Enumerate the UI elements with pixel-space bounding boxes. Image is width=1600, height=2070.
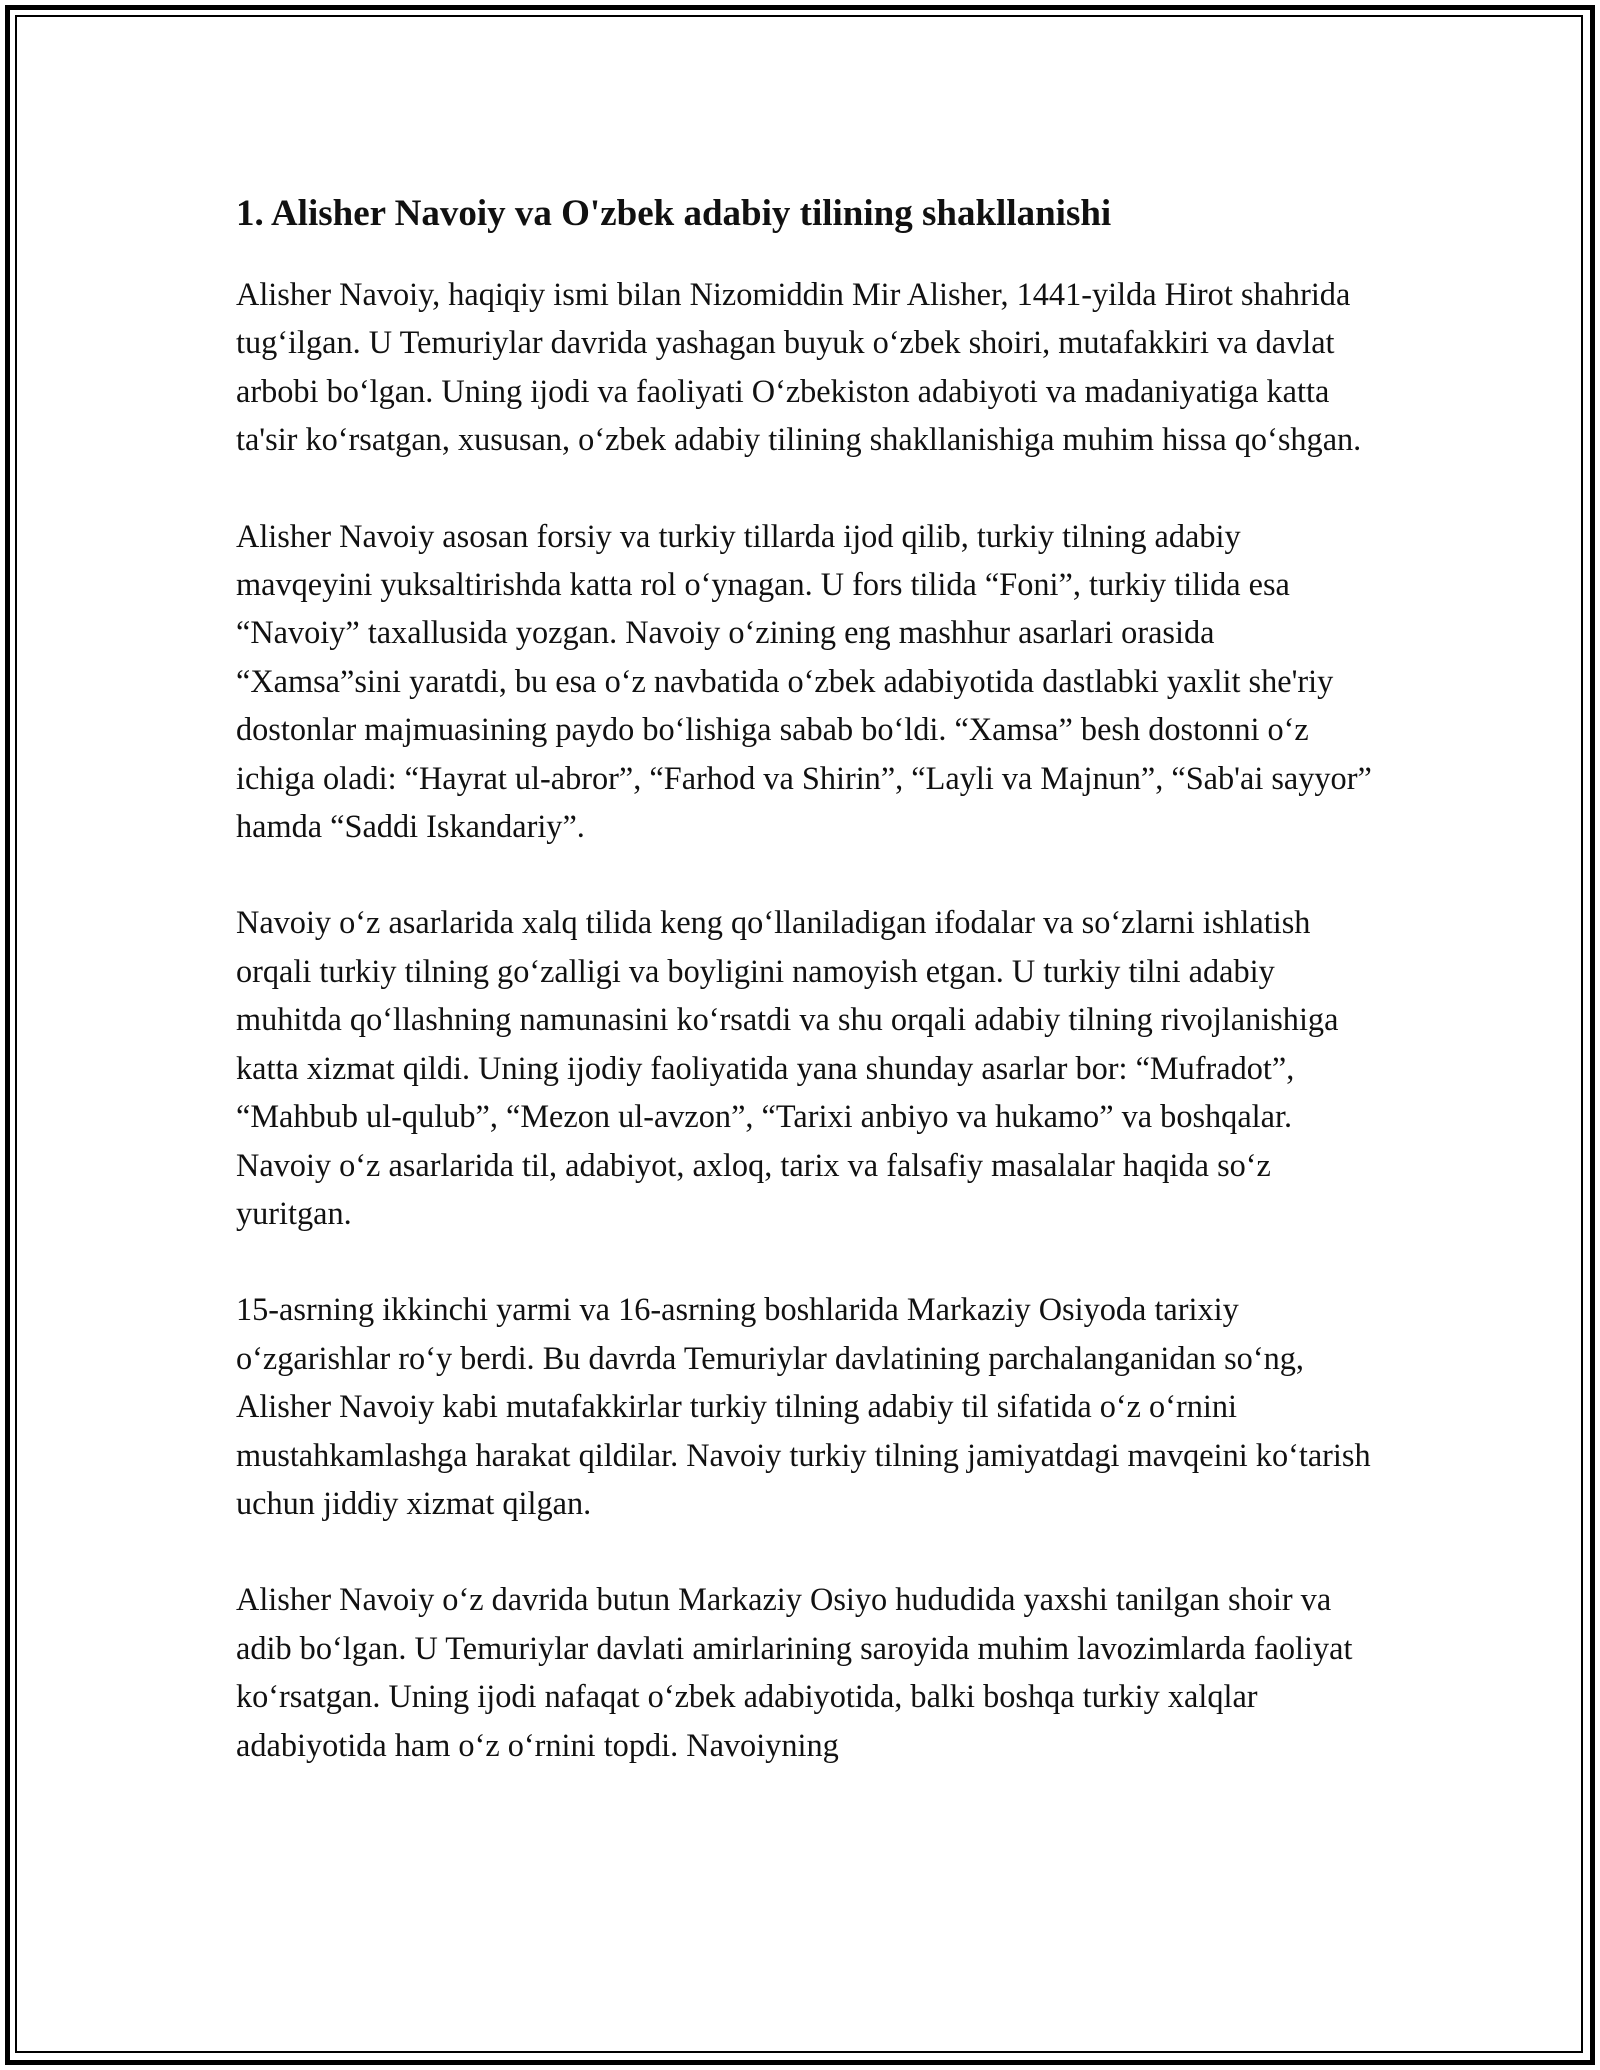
document-title: 1. Alisher Navoiy va O'zbek adabiy tilining shakllanishi: [236, 193, 1112, 234]
paragraph-1: Alisher Navoiy, haqiqiy ismi bilan Nizomiddin Mir Alisher, 1441-yilda Hirot shahrida tug‘ilgan. U Temuriylar davrida yashagan buyuk o‘zbek shoiri, mutafakkiri va davlat arbobi bo‘lgan. Uning ijodi va faoliyati O‘zbekiston adabiyoti va madaniyatiga katta ta'sir ko‘rsatgan, xususan, o‘zbek adabiy tilining shakllanishiga muhim hissa qo‘shgan.: [236, 276, 1362, 458]
paragraph-4: 15-asrning ikkinchi yarmi va 16-asrning boshlarida Markaziy Osiyoda tarixiy o‘zgarishlar ro‘y berdi. Bu davrda Temuriylar davlatining parchalanganidan so‘ng, Alisher Navoiy kabi mutafakkirlar turkiy tilning adabiy til sifatida o‘z o‘rnini mustahkamlashga harakat qildilar. Navoiy turkiy tilning jamiyatdagi mavqeini ko‘tarish uchun jiddiy xizmat qilgan.: [236, 1291, 1371, 1521]
paragraph-3: Navoiy o‘z asarlarida xalq tilida keng qo‘llaniladigan ifodalar va so‘zlarni ishlatish orqali turkiy tilning go‘zalligi va boyligini namoyish etgan. U turkiy tilni adabiy muhitda qo‘llashning namunasini ko‘rsatdi va shu orqali adabiy tilning rivojlanishiga katta xizmat qildi. Uning ijodiy faoliyatida yana shunday asarlar bor: “Mufradot”, “Mahbub ul-qulub”, “Mezon ul-avzon”, “Tarixi anbiyo va hukamo” va boshqalar. Navoiy o‘z asarlarida til, adabiyot, axloq, tarix va falsafiy masalalar haqida so‘z yuritgan.: [236, 904, 1339, 1231]
paragraph-5: Alisher Navoiy o‘z davrida butun Markaziy Osiyo hududida yaxshi tanilgan shoir va adib bo‘lgan. U Temuriylar davlati amirlarining saroyida muhim lavozimlarda faoliyat ko‘rsatgan. Uning ijodi nafaqat o‘zbek adabiyotida, balki boshqa turkiy xalqlar adabiyotida ham o‘z o‘rnini topdi. Navoiyning: [236, 1581, 1353, 1763]
document-body: [236, 183, 1376, 1817]
paragraph-2: Alisher Navoiy asosan forsiy va turkiy tillarda ijod qilib, turkiy tilning adabiy mavqeyini yuksaltirishda katta rol o‘ynagan. U fors tilida “Foni”, turkiy tilida esa “Navoiy” taxallusida yozgan. Navoiy o‘zining eng mashhur asarlari orasida “Xamsa”sini yaratdi, bu esa o‘z navbatida o‘zbek adabiyotida dastlabki yaxlit she'riy dostonlar majmuasining paydo bo‘lishiga sabab bo‘ldi. “Xamsa” besh dostonni o‘z ichiga oladi: “Hayrat ul-abror”, “Farhod va Shirin”, “Layli va Majnun”, “Sab'ai sayyor” hamda “Saddi Iskandariy”.: [236, 517, 1372, 845]
